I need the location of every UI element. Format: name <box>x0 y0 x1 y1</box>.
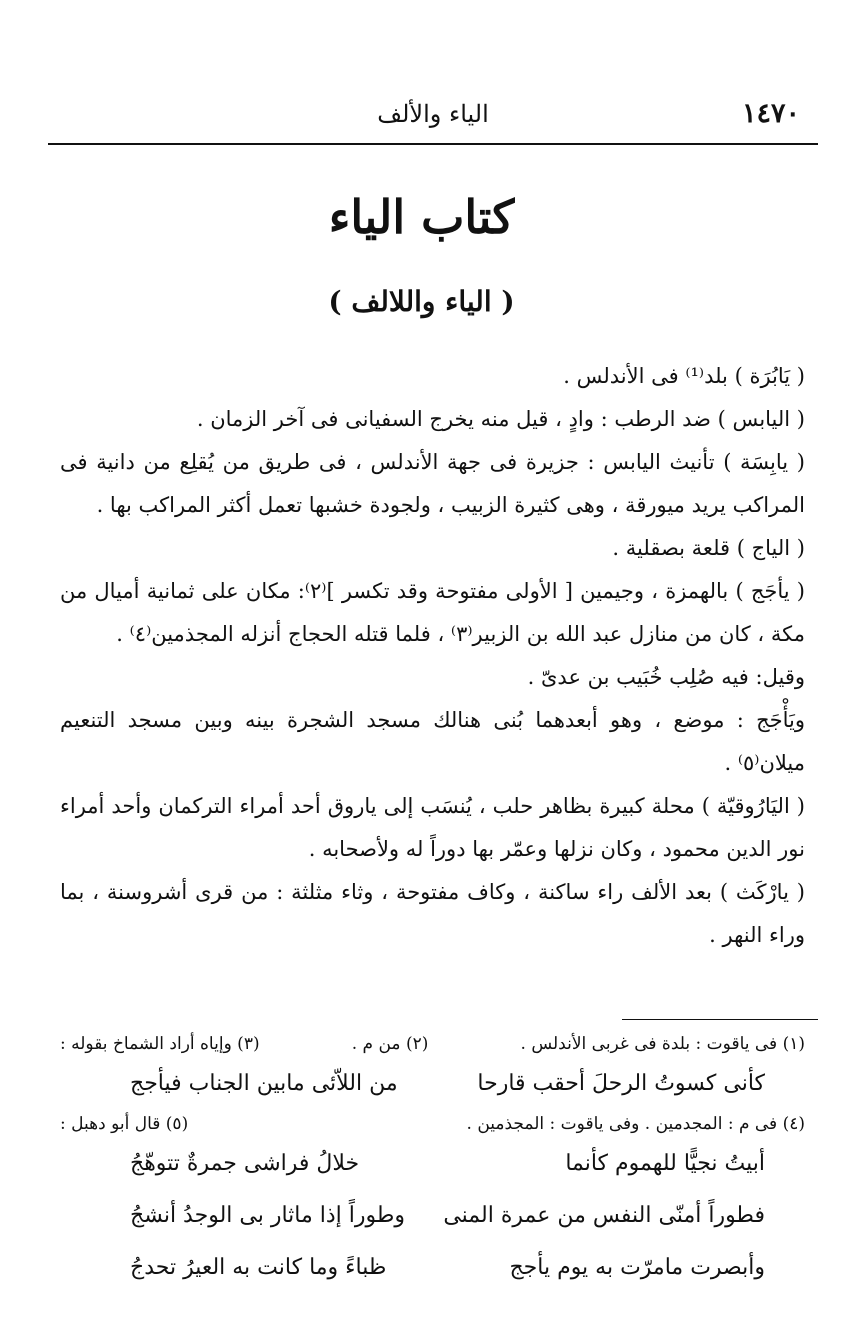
entry-yarkath: ( يارْكَث ) بعد الألف راء ساكنة ، وكاف مفتوحة ، وثاء مثلثة : من قرى أشروسنة ، بما وراء النهر . <box>60 880 805 947</box>
running-title: الياء والألف <box>377 100 489 128</box>
entry-al-yaruqiyya: ( اليَارُوقيّة ) محلة كبيرة بظاهر حلب ، يُنسَب إلى ياروق أحد أمراء التركمان وأحد أمراء نور الدين محمود ، وكان نزلها وعمّر بها دوراً له ولأصحابه . <box>60 794 805 861</box>
entry-yajaj-2: ويَأْجَج : موضع ، وهو أبعدهما بُنى هنالك مسجد الشجرة بينه وبين مسجد التنعيم ميلان⁽٥⁾ . <box>60 708 805 775</box>
verse-second-half: من اللاّئى مابين الجناب فيأجج <box>130 1071 398 1096</box>
footnote-1: (١) فى ياقوت : بلدة فى غربى الأندلس . <box>520 1034 805 1054</box>
header-rule <box>48 143 818 145</box>
book-title: كتاب الياء <box>328 190 515 244</box>
footnote-2: (٢) من م . <box>351 1034 429 1054</box>
footnote-row <box>60 1110 805 1138</box>
footnotes <box>60 1030 805 1294</box>
footnote-3: (٣) وإياه أراد الشماخ بقوله : <box>60 1034 260 1054</box>
verse-first-half: كأنى كسوتُ الرحلَ أحقب قارحا <box>477 1071 765 1096</box>
verse-second-half: ظباءً وما كانت به العيرُ تحدجُ <box>130 1255 387 1280</box>
footnote-rule <box>622 1019 818 1020</box>
verse-line <box>60 1190 805 1242</box>
verse-first-half: وأبصرت مامرّت به يوم يأجج <box>509 1255 765 1280</box>
footnote-4: (٤) فى م : المجدمين . وفى ياقوت : المجذمين . <box>466 1114 805 1134</box>
entry-al-yabis: ( اليابس ) ضد الرطب : وادٍ ، قيل منه يخرج السفيانى فى آخر الزمان . <box>196 407 805 431</box>
entry-yajaj-note: وقيل: فيه صُلِب خُبَيب بن عدىّ . <box>527 665 805 689</box>
verse-first-half: فطوراً أمنّى النفس من عمرة المنى <box>443 1203 765 1228</box>
entry-al-yaj: ( الياج ) قلعة بصقلية . <box>612 536 805 560</box>
entry-yajaj: ( يأجَج ) بالهمزة ، وجيمين [ الأولى مفتوحة وقد تكسر ]⁽٢⁾: مكان على ثمانية أميال من مكة ، كان من منازل عبد الله بن الزبير⁽٣⁾ ، فلما قتله الحجاج أنزله المجذمين⁽٤⁾ . <box>60 579 805 646</box>
page-header <box>48 98 818 138</box>
section-title: ( الياء واللالف ) <box>328 285 515 318</box>
page-number: ١٤٧٠ <box>741 98 800 129</box>
entry-yabisa: ( يابِسَة ) تأنيث اليابس : جزيرة فى جهة الأندلس ، فى طريق من يُقلِع من دانية فى المراكب يريد ميورقة ، وهى كثيرة الزبيب ، ولجودة خشبها تعمل أكثر المراكب بها . <box>60 450 805 517</box>
verse-first-half: أبيتُ نجيًّا للهموم كأنما <box>565 1151 765 1176</box>
verse-line <box>60 1058 805 1110</box>
footnote-row <box>60 1030 805 1058</box>
verse-line <box>60 1138 805 1190</box>
verse-second-half: وطوراً إذا ماثار بى الوجدُ أنشجُ <box>130 1203 406 1228</box>
verse-second-half: خلالُ فراشى جمرةٌ تتوهّجُ <box>130 1151 360 1176</box>
entry-yabura: ( يَابُرَة ) بلد⁽¹⁾ فى الأندلس . <box>563 364 805 388</box>
entries-body <box>60 355 805 957</box>
verse-line <box>60 1242 805 1294</box>
footnote-5: (٥) قال أبو دهبل : <box>60 1114 189 1134</box>
